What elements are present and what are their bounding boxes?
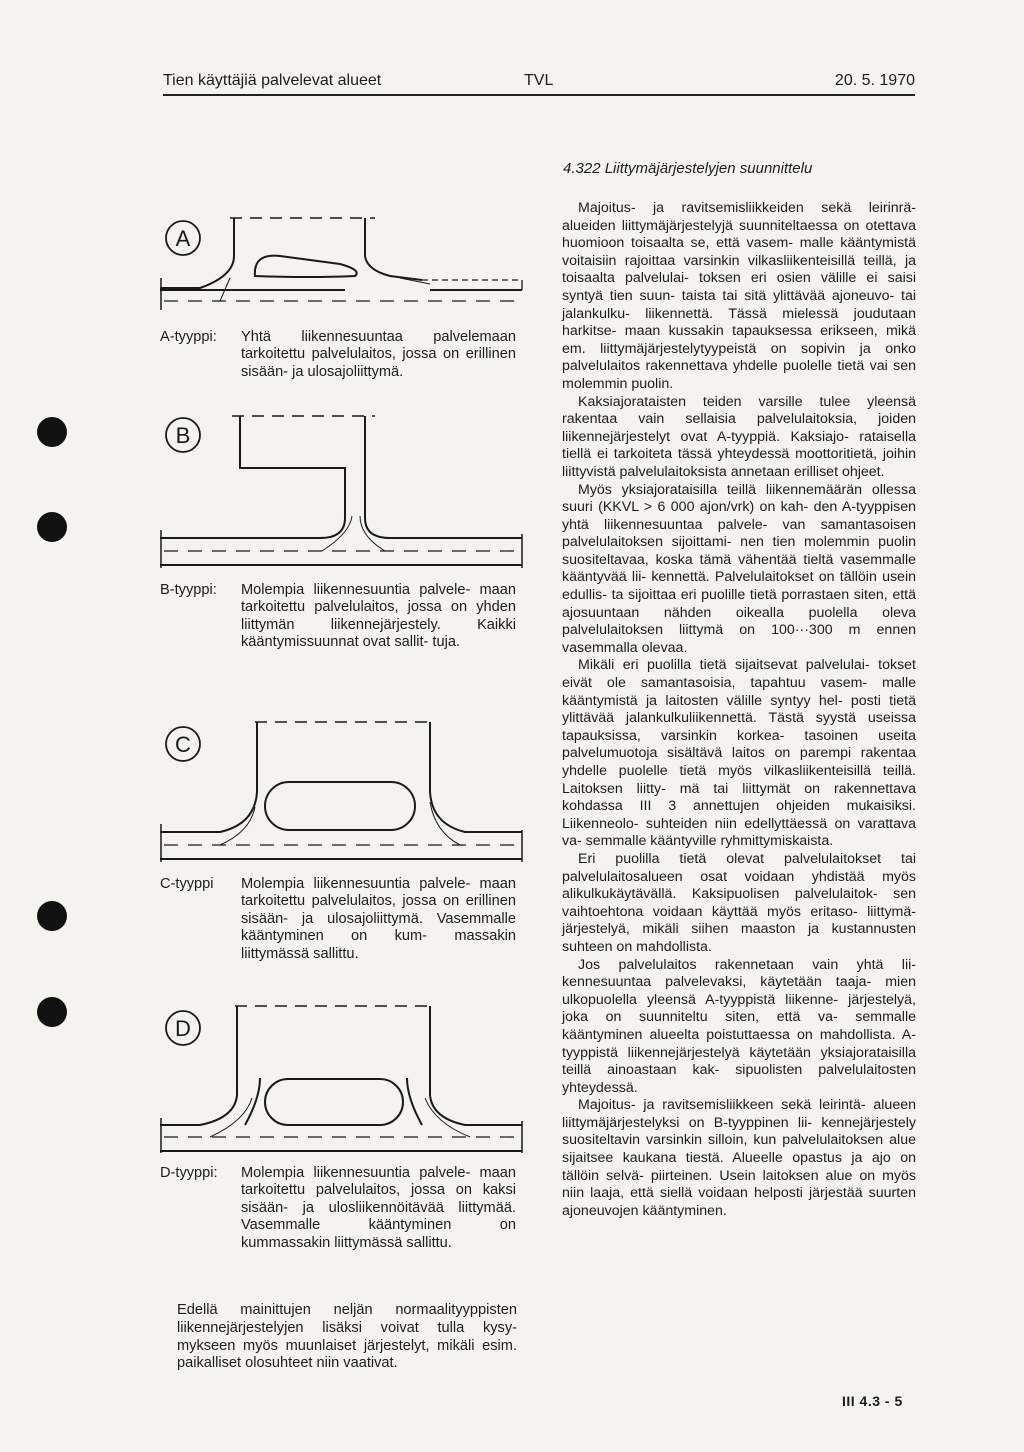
diagram-label: C: [175, 732, 191, 757]
diagram-label: B: [175, 423, 191, 448]
page-header: [163, 70, 915, 96]
diagram-label: D: [175, 1016, 191, 1041]
paragraph: Majoitus- ja ravitsemisliikkeen sekä leirintä- alueen liittymäjärjestelyksi on B-tyyppinen lii- kennejärjestely suositeltavin varsinkin silloin, kun palvelulaitoksen alue sijaitsee kaukana tiestä. Alueelle opastus ja ajo on tällöin selvä- piirteinen. Usein laitoksen alue on myös niin laaja, että siellä voidaan helposti järjestää suurten ajoneuvojen kääntyminen.: [562, 1097, 916, 1219]
caption-type: C-tyyppi: [160, 876, 214, 892]
diagram-b: [160, 408, 525, 573]
diagram-a: [160, 208, 525, 313]
paragraph: Jos palvelulaitos rakennetaan vain yhtä lii- kennesuuntaa palvelevaksi, käytetään taaja- mien ulkopuolella yleensä A-tyyppistä liikenne- järjestelyä, joka on suunniteltu siten, että va- semmalle kääntyminen alueelta poistuttaessa on mahdollista. A-tyyppistä liikennejärjestelyä käytetään yksiajorataisilla teillä ainoastaan kak- sipuolisten palvelulaitosten yhteydessä.: [562, 956, 916, 1096]
caption-d: [160, 1165, 516, 1252]
caption-text: Yhtä liikennesuuntaa palvelemaan tarkoitettu palvelulaitos, jossa on erillinen sisään- ja ulosajoliittymä.: [241, 329, 516, 380]
caption-type: B-tyyppi:: [160, 582, 217, 598]
paragraph: Mikäli eri puolilla tietä sijaitsevat palvelulai- tokset eivät ole samantasoisia, tapahtuu vasem- malle kääntymistä ja laitosten välille syntyy hel- posti tietä ylittävää jalankulkuliikennettä. Tästä syystä useissa tapauksissa, varsinkin korkea- tasoinen useita palvelumuotoja sisältävä laitos on parempi rakentaa yhdelle puolelle tietä myös vilkasliikenteisillä teillä. Laitoksen liitty- mä tai liittymät on rakennettava kohdassa III 3 annettujen ohjeiden mukaisiksi. Liikenneolo- suhteiden niin edellyttäessä on varattava va- semmalle kääntyville ryhmittymiskaista.: [562, 657, 916, 850]
diagram-a-drawing: [160, 208, 525, 313]
header-left-text: Tien käyttäjiä palvelevat alueet: [163, 72, 382, 89]
punch-hole: [37, 512, 67, 542]
caption-text: Molempia liikennesuuntia palvele- maan tarkoitettu palvelulaitos, jossa on yhden liittymän liikennejärjestely. Kaikki kääntymissuunnat ovat sallit- tuja.: [241, 582, 516, 651]
diagram-b-drawing: [160, 408, 525, 573]
header-center-text: TVL: [524, 72, 554, 89]
diagram-c: [160, 712, 525, 867]
punch-hole: [37, 417, 67, 447]
punch-hole: [37, 901, 67, 931]
header-date: 20. 5. 1970: [834, 72, 915, 89]
diagram-c-drawing: [160, 712, 525, 867]
paragraph: Majoitus- ja ravitsemisliikkeiden sekä leirinrä- alueiden liittymäjärjestelyjä suunniteltaessa on otettava huomioon toisaalta se, että vasem- malle kääntymistä voitaisiin rajoittaa varsinkin vilkasliikenteisillä teillä, ja toisaalta palvelulai- toksen eri osien välille ei saisi syntyä tien suun- taista tai sitä ylittävää ajoneuvo- tai jalankulku- liikennettä. Tässä mielessä joudutaan harkitse- maan kussakin tapauksessa erikseen, mikä em. liittymäjärjestelytyypeistä on sopivin ja onko palvelulaitos rakennettava yhdelle puolelle tietä vai sen molemmin puolin.: [562, 200, 916, 392]
caption-type: A-tyyppi:: [160, 329, 217, 345]
diagram-d-drawing: [160, 1003, 525, 1158]
caption-text: Molempia liikennesuuntia palvele- maan tarkoitettu palvelulaitos, jossa on kaksi sisään- ja ulosliikennöitävää liittymää. Vasemmalle kääntyminen on kummassakin liittymässä sallittu.: [241, 1165, 516, 1251]
caption-type: D-tyyppi:: [160, 1165, 218, 1181]
paragraph: Eri puolilla tietä olevat palvelulaitokset tai palvelulaitosalueen osat voidaan yhdistää myös alikulkukäytävällä. Kaksipuolisen palvelulaitok- sen vaihtoehtona voidaan käyttää myös eritaso- liittymä-järjestelyä, mikäli siihen maaston ja kustannusten suhteen on mahdollista.: [562, 850, 916, 955]
closing-paragraph: Edellä mainittujen neljän normaalityyppisten liikennejärjestelyjen lisäksi voivat tulla kysy- mykseen myös muunlaiset järjestelyt, mikäli esim. paikalliset olosuhteet niin vaativat.: [177, 1302, 517, 1372]
caption-c: [160, 876, 516, 963]
page-number: III 4.3 - 5: [842, 1393, 903, 1409]
section-title: 4.322 Liittymäjärjestelyjen suunnittelu: [563, 160, 813, 177]
punch-hole: [37, 997, 67, 1027]
caption-b: [160, 582, 516, 652]
paragraph: Myös yksiajorataisilla teillä liikennemäärän ollessa suuri (KKVL > 6 000 ajon/vrk) on kah- den A-tyyppisen yhtä liikennesuuntaa palvele- van samantasoisen palvelulaitoksen sijoittami- nen tien molemmin puolin suositeltavaa, koska tämä vähentää tieltä vasemmalle kääntyvää lii- kennettä. Palvelulaitokset on tällöin usein edullis- ta sijoittaa eri puolille tietä porrastaen siten, että ajosuuntaan nähden oikealla puolella oleva palvelulaitoksen liittymä on 100···300 m ennen vasemmalla olevaa.: [562, 481, 916, 656]
paragraph: Kaksiajorataisten teiden varsille tulee yleensä rakentaa vain sellaisia palvelulaitoksia, joiden liikennejärjestelyt ovat A-tyyppiä. Kaksiajo- rataisella tiellä ei tarkoiteta tässä yhteydessä moottoritietä, joihin liittyvistä palvelulaitoksista annetaan erilliset ohjeet.: [562, 393, 916, 480]
caption-text: Molempia liikennesuuntia palvele- maan tarkoitettu palvelulaitos, jossa on erillinen sisään- ja ulosajoliittymä. Vasemmalle kääntyminen on kum- massakin liittymässä sallittu.: [241, 876, 516, 962]
diagram-d: [160, 1003, 525, 1158]
diagram-label: A: [175, 226, 191, 251]
body-text-column: [562, 200, 916, 1220]
caption-a: [160, 329, 516, 381]
